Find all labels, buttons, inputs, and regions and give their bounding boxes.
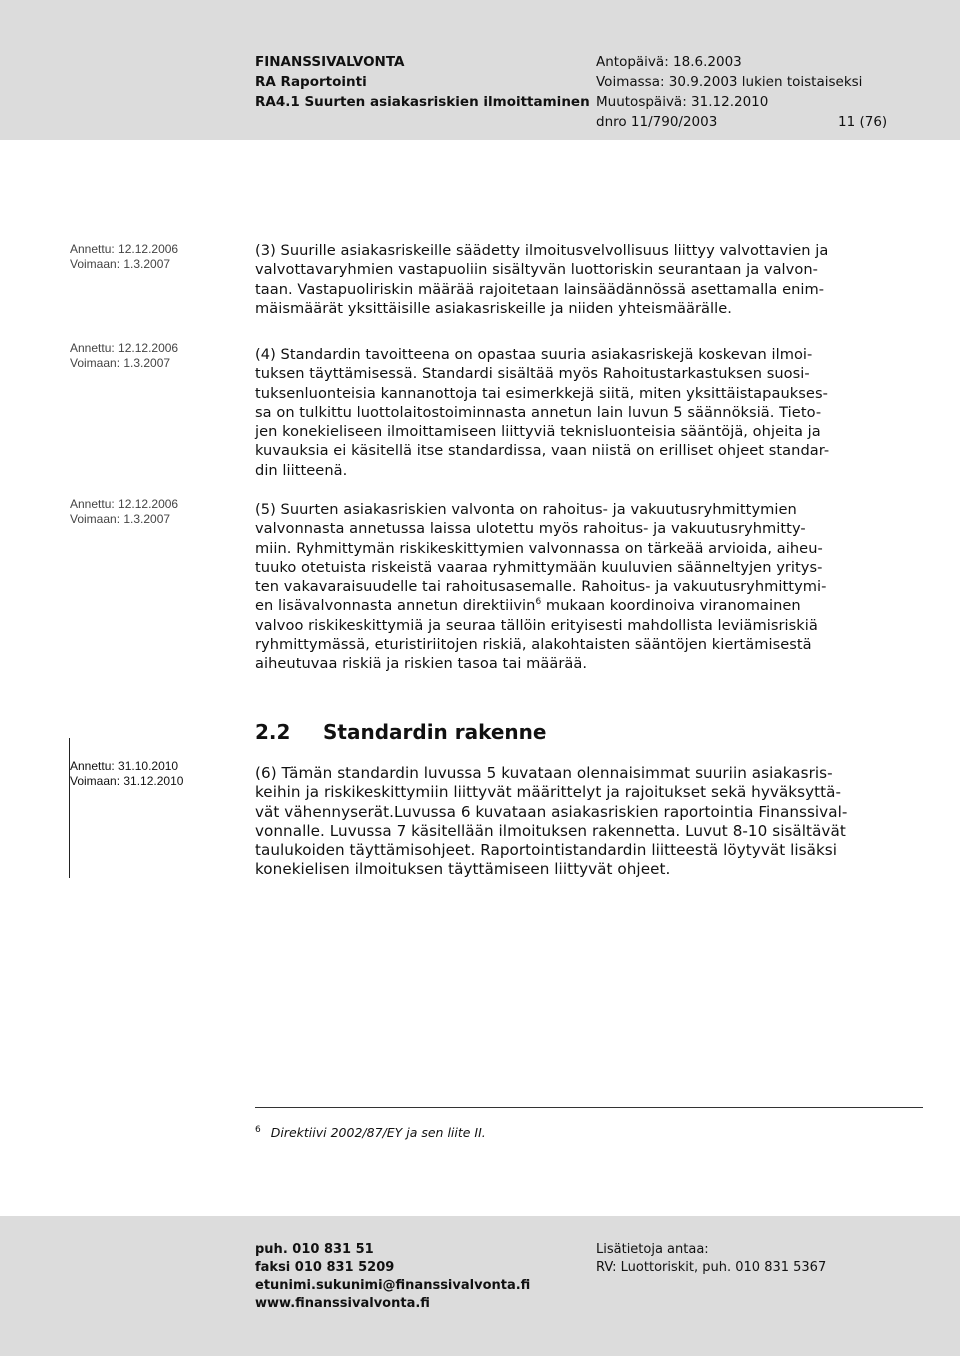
page-footer — [0, 1216, 960, 1356]
text-line: tuuko otetuista riskeistä vaaraa ryhmittymään kuuluvien säänneltyjen yritys- — [255, 558, 823, 576]
margin-note — [70, 341, 178, 371]
footnote — [255, 1125, 486, 1140]
footnote-text: Direktiivi 2002/87/EY ja sen liite II. — [270, 1125, 486, 1141]
margin-note — [70, 497, 178, 527]
text-line: sa on tulkittu luottolaitostoiminnasta annetun lain luvun 5 säännöksiä. Tieto- — [255, 403, 822, 421]
text-line: aiheutuvaa riskiä ja riskien tasoa tai määrää. — [255, 655, 588, 673]
annettu-date: Annettu: 12.12.2006 — [70, 341, 179, 355]
fax: faksi 010 831 5209 — [255, 1260, 395, 1275]
text-line: (4) Standardin tavoitteena on opastaa suuria asiakasriskejä koskevan ilmoi- — [255, 346, 813, 363]
annettu-date: Annettu: 31.10.2010 — [70, 759, 179, 773]
dnro: dnro 11/790/2003 — [596, 114, 718, 130]
section-heading — [255, 720, 546, 744]
text-line: konekielisen ilmoituksen täyttämiseen liittyvät ohjeet. — [255, 860, 671, 879]
text-line-with-footnote — [255, 596, 895, 615]
text-line: (6) Tämän standardin luvussa 5 kuvataan olennaisimmat suuriin asiakasris- — [255, 764, 833, 782]
section-number: 2.2 — [255, 720, 291, 744]
info-label: Lisätietoja antaa: — [596, 1242, 709, 1257]
annettu-date: Annettu: 12.12.2006 — [70, 497, 179, 511]
paragraph-3 — [255, 241, 895, 318]
text-line: valvottavaryhmien vastapuoliin sisältyvän luottoriskin seurantaan ja valvon- — [255, 261, 818, 279]
text-line: valvoo riskikeskittymiä ja seuraa tällöin erityisesti mahdollista leviämisriskiä — [255, 616, 818, 634]
paragraph-5 — [255, 500, 895, 674]
section-title: Standardin rakenne — [323, 720, 547, 744]
text-line: taulukoiden täyttämisohjeet. Raportointistandardin liitteestä löytyvät lisäksi — [255, 841, 838, 860]
text-line: din liitteenä. — [255, 461, 348, 479]
margin-note — [70, 242, 178, 272]
text-line: ten vakavaraisuudelle tai rahoitusasemalle. Rahoitus- ja vakuutusryhmittymi- — [255, 578, 827, 596]
voimaan-date: Voimaan: 1.3.2007 — [70, 257, 171, 271]
text-line: miin. Ryhmittymän riskikeskittymien valvonnassa on tärkeää arvioida, aiheu- — [255, 539, 823, 557]
voimaan-date: Voimaan: 1.3.2007 — [70, 512, 171, 526]
text-line: ryhmittymässä, eturistiriitojen riskiä, alakohtaisten sääntöjen kiertämisestä — [255, 636, 812, 654]
text-line: vonnalle. Luvussa 7 käsitellään ilmoituksen rakennetta. Luvut 8-10 sisältävät — [255, 821, 846, 840]
issue-date: Antopäivä: 18.6.2003 — [596, 54, 742, 70]
text-line: (5) Suurten asiakasriskien valvonta on rahoitus- ja vakuutusryhmittymien — [255, 501, 797, 518]
text-line: tuksenluonteisia kannanottoja tai esimerkkejä siitä, miten yksittäistapaukses- — [255, 384, 828, 402]
text-line: jen konekieliseen ilmoittamiseen liittyviä teknisluonteisia sääntöjä, ohjeita ja — [255, 423, 821, 441]
page-number: 11 (76) — [838, 114, 888, 130]
text-line: taan. Vastapuoliriskin määrää rajoitetaan lainsäädännössä asettamalla enim- — [255, 280, 825, 298]
org-name: FINANSSIVALVONTA — [255, 54, 405, 70]
info-contact: RV: Luottoriskit, puh. 010 831 5367 — [596, 1260, 827, 1275]
annettu-date: Annettu: 12.12.2006 — [70, 242, 179, 256]
margin-change-bar — [69, 738, 70, 878]
website: www.finanssivalvonta.fi — [255, 1296, 430, 1311]
phone: puh. 010 831 51 — [255, 1242, 374, 1257]
document-title: RA4.1 Suurten asiakasriskien ilmoittaminen — [255, 94, 590, 110]
margin-note — [70, 759, 183, 789]
text-line: tuksen täyttämisessä. Standardi sisältää myös Rahoitustarkastuksen suosi- — [255, 365, 810, 383]
footnote-reference: 6 — [535, 597, 542, 608]
validity: Voimassa: 30.9.2003 lukien toistaiseksi — [596, 74, 863, 90]
email: etunimi.sukunimi@finanssivalvonta.fi — [255, 1278, 531, 1293]
text-segment: en lisävalvonnasta annetun direktiivin — [255, 597, 536, 615]
text-line: kuvauksia ei käsitellä itse standardissa, vaan niistä on erilliset ohjeet standar- — [255, 442, 830, 460]
unit-name: RA Raportointi — [255, 74, 367, 90]
paragraph-4 — [255, 345, 895, 480]
text-segment: mukaan koordinoiva viranomainen — [541, 597, 801, 615]
footnote-separator — [255, 1107, 923, 1108]
modified-date: Muutospäivä: 31.12.2010 — [596, 94, 769, 110]
text-line: mäismäärät yksittäisille asiakasriskeille ja niiden yhteismäärälle. — [255, 299, 732, 317]
text-line: vät vähennyserät.Luvussa 6 kuvataan asiakasriskien raportointia Finanssival- — [255, 802, 848, 821]
voimaan-date: Voimaan: 1.3.2007 — [70, 356, 171, 370]
paragraph-6 — [255, 764, 895, 880]
footnote-number: 6 — [255, 1125, 261, 1135]
voimaan-date: Voimaan: 31.12.2010 — [70, 774, 184, 788]
text-line: valvonnasta annetussa laissa ulotettu myös rahoitus- ja vakuutusryhmitty- — [255, 520, 806, 538]
text-line: (3) Suurille asiakasriskeille säädetty ilmoitusvelvollisuus liittyy valvottavien ja — [255, 242, 829, 259]
page-header — [0, 0, 960, 140]
text-line: keihin ja riskikeskittymiin liittyvät määrittelyt ja rajoitukset sekä hyväksyttä- — [255, 783, 842, 802]
